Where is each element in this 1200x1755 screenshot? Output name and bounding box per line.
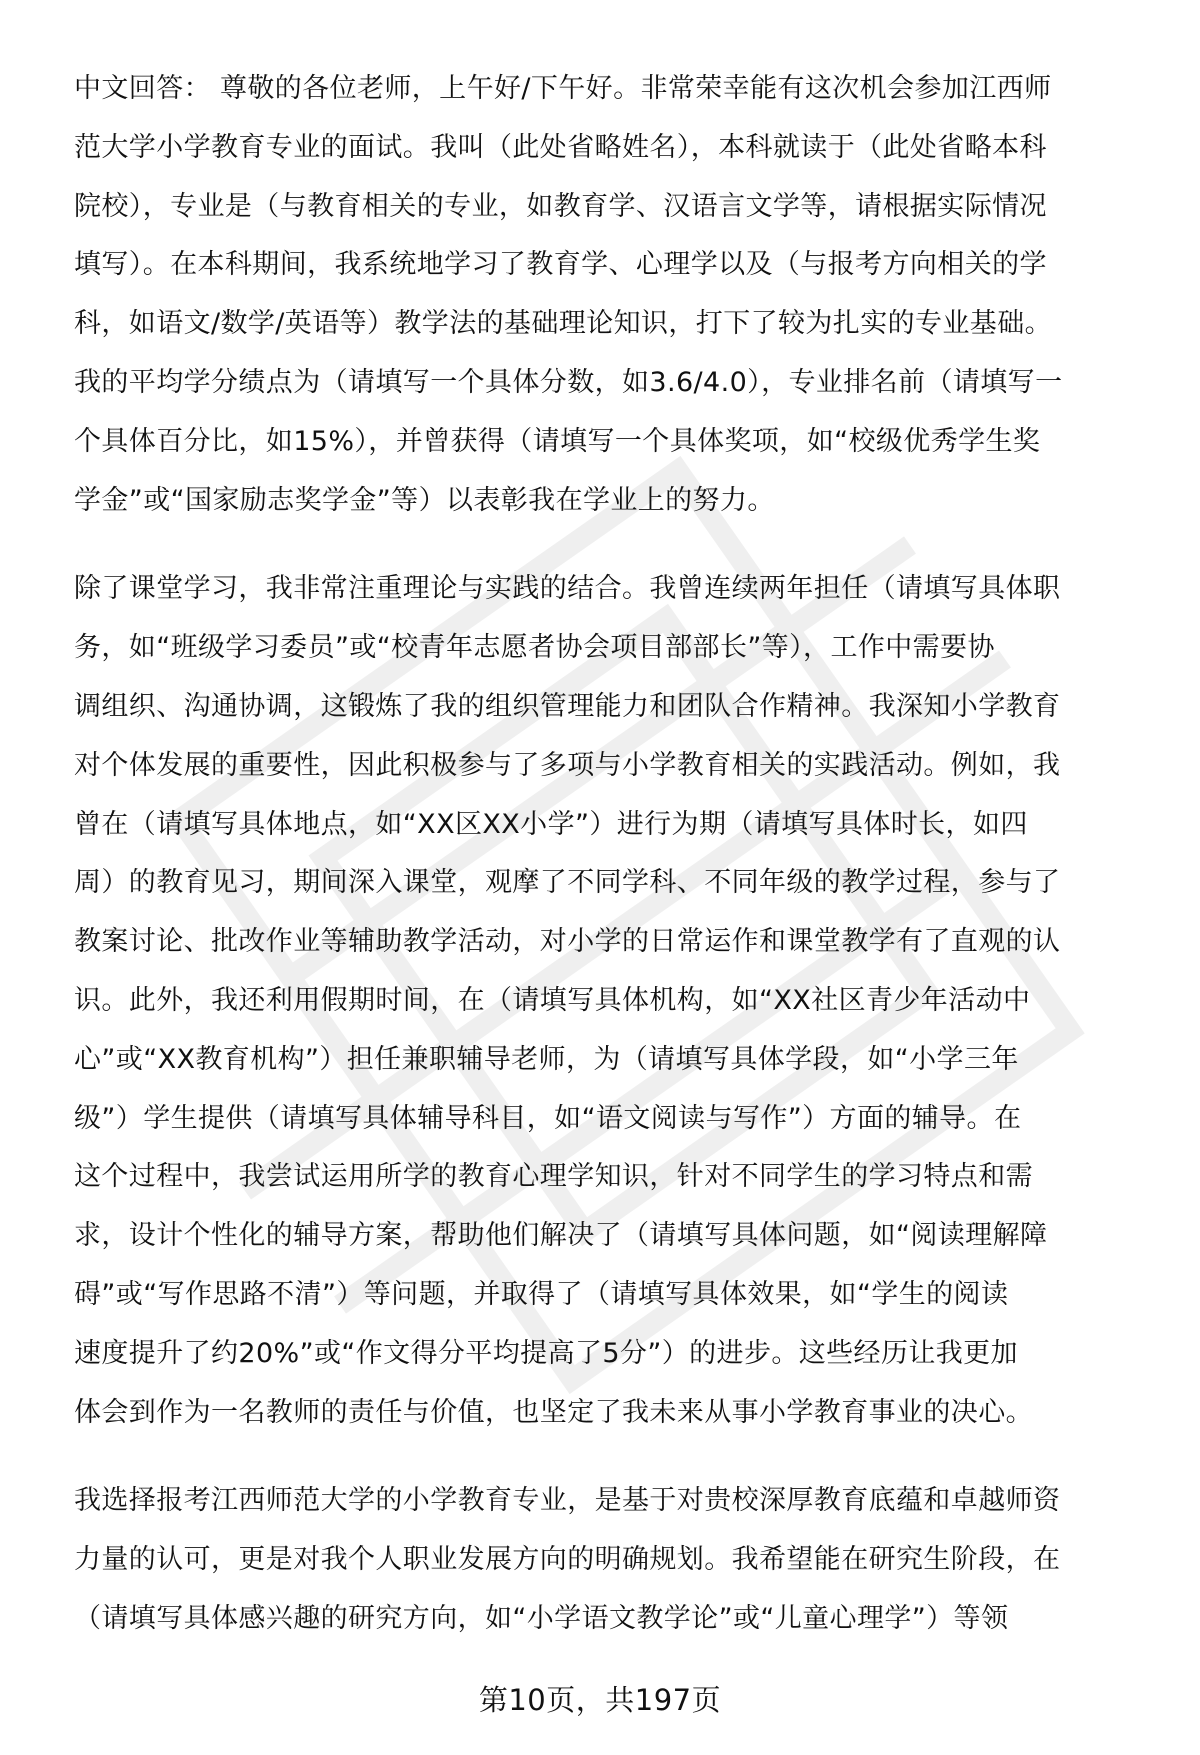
paragraph-3: 我选择报考江西师范大学的小学教育专业，是基于对贵校深厚教育底蕴和卓越师资 力量的认可，更是对我个人职业发展方向的明确规划。我希望能在研究生阶段，在 （请填写具体感兴趣的研究方向，如“小学语文教学论”或“儿童心理学”）等领 xyxy=(74,1485,1061,1634)
page-number: 第10页，共197页 xyxy=(478,1683,722,1717)
paragraph-2: 除了课堂学习，我非常注重理论与实践的结合。我曾连续两年担任（请填写具体职 务，如“班级学习委员”或“校青年志愿者协会项目部部长”等），工作中需要协 调组织、沟通协调，这锻炼了我的组织管理能力和团队合作精神。我深知小学教育 对个体发展的重要性，因此积极参与了多项与小学教育相关的实践活动。例如，我 曾在（请填写具体地点，如“XX区XX小学”）进行为期（请填写具体时长，如四 周）的教育见习，期间深入课堂，观摩了不同学科、不同年级的教学过程，参与了 教案讨论、批改作业等辅助教学活动，对小学的日常运作和课堂教学有了直观的认 识。此外，我还利用假期时间，在（请填写具体机构，如“XX社区青少年活动中 心”或“XX教育机构”）担任兼职辅导老师，为（请填写具体学段，如“小学三年 级”）学生提供（请填写具体辅导科目，如“语文阅读与写作”）方面的辅导。在 这个过程中，我尝试运用所学的教育心理学知识，针对不同学生的学习特点和需 求，设计个性化的辅导方案，帮助他们解决了（请填写具体问题，如“阅读理解障 碍”或“写作思路不清”）等问题，并取得了（请填写具体效果，如“学生的阅读 速度提升了约20%”或“作文得分平均提高了5分”）的进步。这些经历让我更加 体会到作为一名教师的责任与价值，也坚定了我未来从事小学教育事业的决心。 xyxy=(74,573,1061,1428)
paragraph-1: 中文回答： 尊敬的各位老师，上午好/下午好。非常荣幸能有这次机会参加江西师 范大学小学教育专业的面试。我叫（此处省略姓名），本科就读于（此处省略本科 院校），专业是（与教育相关的专业，如教育学、汉语言文学等，请根据实际情况 填写）。在本科期间，我系统地学习了教育学、心理学以及（与报考方向相关的学 科，如语文/数学/英语等）教学法的基础理论知识，打下了较为扎实的专业基础。 我的平均学分绩点为（请填写一个具体分数，如3.6/4.0），专业排名前（请填写一 个具体百分比，如15%），并曾获得（请填写一个具体奖项，如“校级优秀学生奖 学金”或“国家励志奖学金”等）以表彰我在学业上的努力。 xyxy=(74,73,1063,516)
document-body xyxy=(74,60,1154,1679)
